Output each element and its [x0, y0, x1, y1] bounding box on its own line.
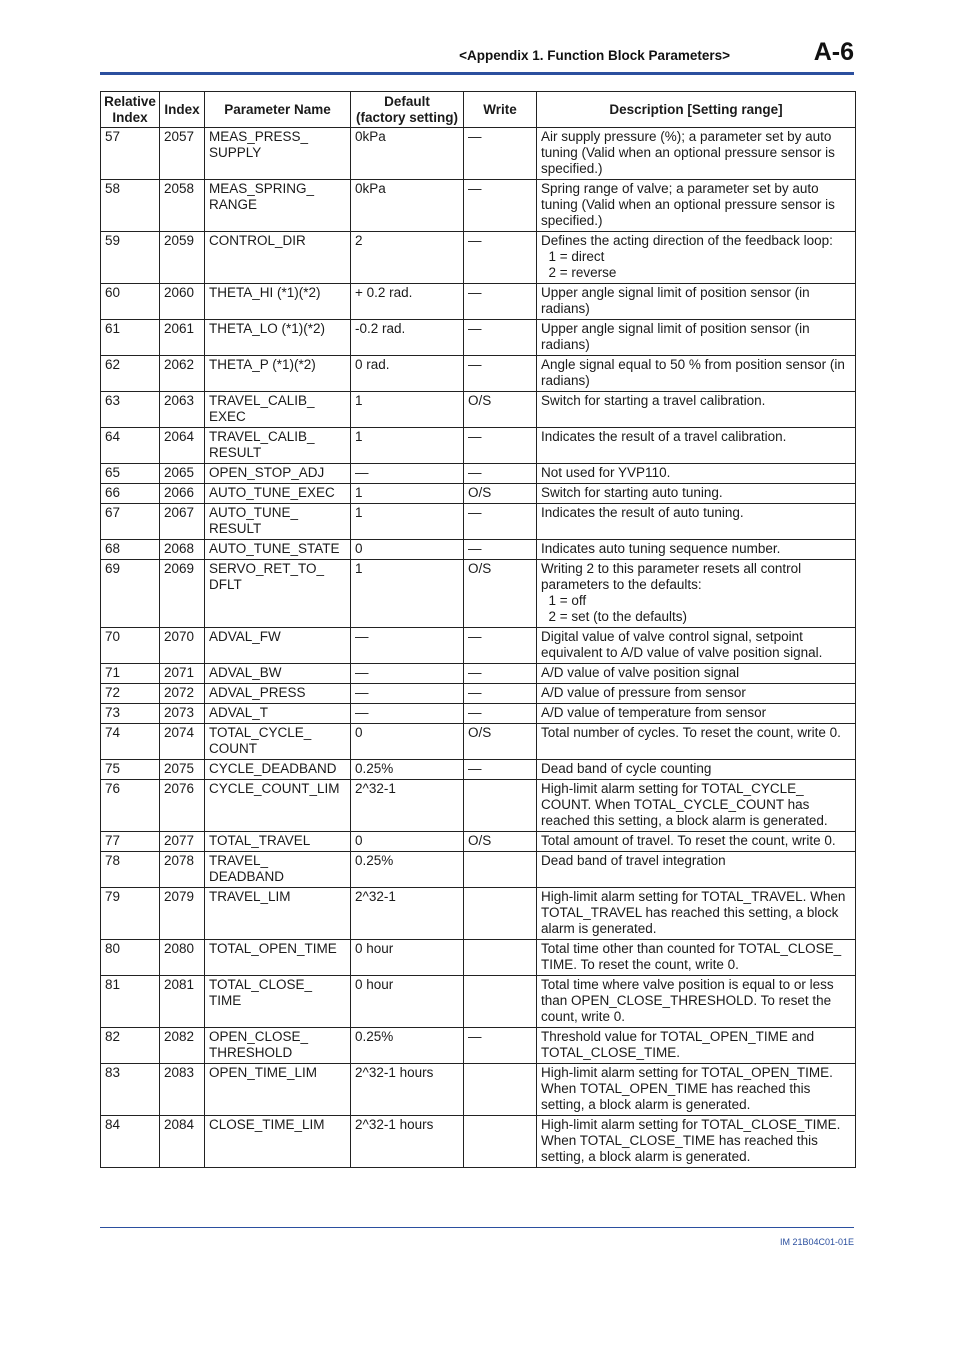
parameter-name-cell: TOTAL_CYCLE_ COUNT — [205, 724, 351, 760]
parameter-name-cell: TOTAL_OPEN_TIME — [205, 940, 351, 976]
index-cell: 2075 — [160, 760, 205, 780]
relative-index-cell: 71 — [101, 664, 160, 684]
description-cell: High-limit alarm setting for TOTAL_TRAVEL. When TOTAL_TRAVEL has reached this setting, a block alarm is generated. — [537, 888, 856, 940]
parameter-name-cell: THETA_LO (*1)(*2) — [205, 320, 351, 356]
description-cell: Upper angle signal limit of position sensor (in radians) — [537, 320, 856, 356]
default-cell: 0.25% — [351, 1028, 464, 1064]
write-cell — [464, 940, 537, 976]
table-row — [101, 356, 856, 392]
table-row — [101, 1116, 856, 1168]
relative-index-cell: 82 — [101, 1028, 160, 1064]
description-cell: Threshold value for TOTAL_OPEN_TIME and TOTAL_CLOSE_TIME. — [537, 1028, 856, 1064]
table-row — [101, 724, 856, 760]
index-cell: 2068 — [160, 540, 205, 560]
parameter-name-cell: OPEN_STOP_ADJ — [205, 464, 351, 484]
table-row — [101, 484, 856, 504]
index-cell: 2082 — [160, 1028, 205, 1064]
description-cell: High-limit alarm setting for TOTAL_OPEN_TIME. When TOTAL_OPEN_TIME has reached this setting, a block alarm is generated. — [537, 1064, 856, 1116]
column-header-parameter-name: Parameter Name — [205, 92, 351, 128]
index-cell: 2081 — [160, 976, 205, 1028]
default-cell: 1 — [351, 504, 464, 540]
table-row — [101, 504, 856, 540]
write-cell: — — [464, 464, 537, 484]
column-header-relative-index: Relative Index — [101, 92, 160, 128]
parameter-name-cell: TOTAL_TRAVEL — [205, 832, 351, 852]
write-cell: — — [464, 232, 537, 284]
description-cell: Total number of cycles. To reset the count, write 0. — [537, 724, 856, 760]
default-cell: 0.25% — [351, 760, 464, 780]
description-cell: High-limit alarm setting for TOTAL_CLOSE_TIME. When TOTAL_CLOSE_TIME has reached this setting, a block alarm is generated. — [537, 1116, 856, 1168]
relative-index-cell: 77 — [101, 832, 160, 852]
parameter-name-cell: TRAVEL_LIM — [205, 888, 351, 940]
table-row — [101, 320, 856, 356]
parameter-name-cell: OPEN_TIME_LIM — [205, 1064, 351, 1116]
default-cell: 0 — [351, 540, 464, 560]
relative-index-cell: 58 — [101, 180, 160, 232]
document-number: IM 21B04C01-01E — [779, 1237, 854, 1247]
description-cell: Writing 2 to this parameter resets all control parameters to the defaults: 1 = off 2 = set (to the defaults) — [537, 560, 856, 628]
table-row — [101, 664, 856, 684]
default-cell: -0.2 rad. — [351, 320, 464, 356]
write-cell: O/S — [464, 724, 537, 760]
index-cell: 2059 — [160, 232, 205, 284]
write-cell: — — [464, 504, 537, 540]
description-cell: Not used for YVP110. — [537, 464, 856, 484]
section-title: <Appendix 1. Function Block Parameters> — [459, 48, 730, 63]
table-row — [101, 852, 856, 888]
description-cell: Indicates the result of auto tuning. — [537, 504, 856, 540]
table-row — [101, 704, 856, 724]
index-cell: 2077 — [160, 832, 205, 852]
write-cell: O/S — [464, 392, 537, 428]
parameter-name-cell: AUTO_TUNE_ RESULT — [205, 504, 351, 540]
table-row — [101, 540, 856, 560]
relative-index-cell: 61 — [101, 320, 160, 356]
default-cell: 0.25% — [351, 852, 464, 888]
parameter-name-cell: AUTO_TUNE_STATE — [205, 540, 351, 560]
default-cell: — — [351, 704, 464, 724]
parameter-name-cell: THETA_P (*1)(*2) — [205, 356, 351, 392]
relative-index-cell: 63 — [101, 392, 160, 428]
write-cell — [464, 1116, 537, 1168]
index-cell: 2072 — [160, 684, 205, 704]
write-cell: — — [464, 356, 537, 392]
index-cell: 2060 — [160, 284, 205, 320]
table-row — [101, 560, 856, 628]
page-number: A-6 — [813, 38, 854, 66]
write-cell: O/S — [464, 832, 537, 852]
footer-divider — [100, 1227, 854, 1228]
description-cell: Total time other than counted for TOTAL_CLOSE_ TIME. To reset the count, write 0. — [537, 940, 856, 976]
default-cell: 0 — [351, 832, 464, 852]
relative-index-cell: 57 — [101, 128, 160, 180]
index-cell: 2061 — [160, 320, 205, 356]
table-row — [101, 464, 856, 484]
parameter-name-cell: TRAVEL_CALIB_ RESULT — [205, 428, 351, 464]
table-row — [101, 180, 856, 232]
relative-index-cell: 79 — [101, 888, 160, 940]
write-cell — [464, 780, 537, 832]
parameter-name-cell: MEAS_SPRING_ RANGE — [205, 180, 351, 232]
table-row — [101, 428, 856, 464]
index-cell: 2062 — [160, 356, 205, 392]
relative-index-cell: 83 — [101, 1064, 160, 1116]
description-cell: Upper angle signal limit of position sensor (in radians) — [537, 284, 856, 320]
index-cell: 2067 — [160, 504, 205, 540]
description-cell: A/D value of valve position signal — [537, 664, 856, 684]
index-cell: 2078 — [160, 852, 205, 888]
parameter-name-cell: TOTAL_CLOSE_ TIME — [205, 976, 351, 1028]
relative-index-cell: 74 — [101, 724, 160, 760]
default-cell: 1 — [351, 560, 464, 628]
table-row — [101, 684, 856, 704]
table-row — [101, 628, 856, 664]
relative-index-cell: 69 — [101, 560, 160, 628]
table-body — [101, 128, 856, 1168]
relative-index-cell: 78 — [101, 852, 160, 888]
parameter-name-cell: THETA_HI (*1)(*2) — [205, 284, 351, 320]
table-header-row — [101, 92, 856, 128]
index-cell: 2063 — [160, 392, 205, 428]
default-cell: 0kPa — [351, 128, 464, 180]
description-cell: A/D value of temperature from sensor — [537, 704, 856, 724]
description-cell: Indicates auto tuning sequence number. — [537, 540, 856, 560]
table-row — [101, 1028, 856, 1064]
parameter-name-cell: OPEN_CLOSE_ THRESHOLD — [205, 1028, 351, 1064]
parameter-name-cell: CYCLE_COUNT_LIM — [205, 780, 351, 832]
index-cell: 2065 — [160, 464, 205, 484]
relative-index-cell: 60 — [101, 284, 160, 320]
default-cell: + 0.2 rad. — [351, 284, 464, 320]
index-cell: 2083 — [160, 1064, 205, 1116]
relative-index-cell: 73 — [101, 704, 160, 724]
parameter-name-cell: ADVAL_PRESS — [205, 684, 351, 704]
parameter-name-cell: MEAS_PRESS_ SUPPLY — [205, 128, 351, 180]
write-cell: O/S — [464, 560, 537, 628]
write-cell: — — [464, 284, 537, 320]
default-cell: — — [351, 684, 464, 704]
parameter-table — [100, 91, 856, 1168]
description-cell: Total amount of travel. To reset the count, write 0. — [537, 832, 856, 852]
table-row — [101, 1064, 856, 1116]
default-cell: 2 — [351, 232, 464, 284]
default-cell: 1 — [351, 484, 464, 504]
index-cell: 2064 — [160, 428, 205, 464]
write-cell: — — [464, 628, 537, 664]
write-cell — [464, 888, 537, 940]
default-cell: 2^32-1 hours — [351, 1064, 464, 1116]
default-cell: 0 rad. — [351, 356, 464, 392]
relative-index-cell: 64 — [101, 428, 160, 464]
parameter-name-cell: CLOSE_TIME_LIM — [205, 1116, 351, 1168]
column-header-description: Description [Setting range] — [537, 92, 856, 128]
index-cell: 2084 — [160, 1116, 205, 1168]
description-cell: A/D value of pressure from sensor — [537, 684, 856, 704]
column-header-index: Index — [160, 92, 205, 128]
default-cell: 2^32-1 — [351, 780, 464, 832]
column-header-write: Write — [464, 92, 537, 128]
write-cell — [464, 976, 537, 1028]
default-cell: 1 — [351, 392, 464, 428]
index-cell: 2079 — [160, 888, 205, 940]
parameter-name-cell: TRAVEL_CALIB_ EXEC — [205, 392, 351, 428]
table-row — [101, 392, 856, 428]
parameter-name-cell: ADVAL_T — [205, 704, 351, 724]
relative-index-cell: 62 — [101, 356, 160, 392]
index-cell: 2076 — [160, 780, 205, 832]
write-cell: O/S — [464, 484, 537, 504]
description-cell: Angle signal equal to 50 % from position sensor (in radians) — [537, 356, 856, 392]
index-cell: 2080 — [160, 940, 205, 976]
write-cell: — — [464, 428, 537, 464]
table-row — [101, 888, 856, 940]
description-cell: Dead band of cycle counting — [537, 760, 856, 780]
table-row — [101, 940, 856, 976]
relative-index-cell: 75 — [101, 760, 160, 780]
default-cell: — — [351, 664, 464, 684]
table-row — [101, 760, 856, 780]
index-cell: 2057 — [160, 128, 205, 180]
default-cell: 0 — [351, 724, 464, 760]
description-cell: Switch for starting auto tuning. — [537, 484, 856, 504]
relative-index-cell: 59 — [101, 232, 160, 284]
index-cell: 2071 — [160, 664, 205, 684]
parameter-name-cell: ADVAL_FW — [205, 628, 351, 664]
table-row — [101, 284, 856, 320]
default-cell: 0 hour — [351, 940, 464, 976]
write-cell: — — [464, 684, 537, 704]
index-cell: 2070 — [160, 628, 205, 664]
default-cell: 1 — [351, 428, 464, 464]
default-cell: 0kPa — [351, 180, 464, 232]
description-cell: Digital value of valve control signal, setpoint equivalent to A/D value of valve position signal. — [537, 628, 856, 664]
write-cell: — — [464, 1028, 537, 1064]
default-cell: — — [351, 628, 464, 664]
parameter-name-cell: TRAVEL_ DEADBAND — [205, 852, 351, 888]
description-cell: Spring range of valve; a parameter set by auto tuning (Valid when an optional pressure sensor is specified.) — [537, 180, 856, 232]
table-row — [101, 780, 856, 832]
relative-index-cell: 84 — [101, 1116, 160, 1168]
write-cell: — — [464, 664, 537, 684]
write-cell: — — [464, 540, 537, 560]
index-cell: 2058 — [160, 180, 205, 232]
index-cell: 2066 — [160, 484, 205, 504]
write-cell: — — [464, 760, 537, 780]
default-cell: 0 hour — [351, 976, 464, 1028]
index-cell: 2073 — [160, 704, 205, 724]
relative-index-cell: 70 — [101, 628, 160, 664]
header-divider — [100, 72, 854, 75]
parameter-name-cell: CONTROL_DIR — [205, 232, 351, 284]
parameter-name-cell: ADVAL_BW — [205, 664, 351, 684]
write-cell: — — [464, 320, 537, 356]
table-row — [101, 128, 856, 180]
default-cell: 2^32-1 — [351, 888, 464, 940]
table-row — [101, 232, 856, 284]
index-cell: 2069 — [160, 560, 205, 628]
description-cell: Switch for starting a travel calibration. — [537, 392, 856, 428]
write-cell: — — [464, 180, 537, 232]
relative-index-cell: 72 — [101, 684, 160, 704]
relative-index-cell: 67 — [101, 504, 160, 540]
write-cell: — — [464, 128, 537, 180]
description-cell: Total time where valve position is equal to or less than OPEN_CLOSE_THRESHOLD. To reset the count, write 0. — [537, 976, 856, 1028]
relative-index-cell: 66 — [101, 484, 160, 504]
write-cell — [464, 852, 537, 888]
relative-index-cell: 81 — [101, 976, 160, 1028]
description-cell: Defines the acting direction of the feedback loop: 1 = direct 2 = reverse — [537, 232, 856, 284]
parameter-name-cell: SERVO_RET_TO_ DFLT — [205, 560, 351, 628]
table-row — [101, 976, 856, 1028]
relative-index-cell: 65 — [101, 464, 160, 484]
parameter-name-cell: AUTO_TUNE_EXEC — [205, 484, 351, 504]
parameter-name-cell: CYCLE_DEADBAND — [205, 760, 351, 780]
relative-index-cell: 76 — [101, 780, 160, 832]
description-cell: Indicates the result of a travel calibration. — [537, 428, 856, 464]
index-cell: 2074 — [160, 724, 205, 760]
table-row — [101, 832, 856, 852]
default-cell: 2^32-1 hours — [351, 1116, 464, 1168]
relative-index-cell: 80 — [101, 940, 160, 976]
description-cell: Dead band of travel integration — [537, 852, 856, 888]
description-cell: High-limit alarm setting for TOTAL_CYCLE_ COUNT. When TOTAL_CYCLE_COUNT has reached this setting, a block alarm is generated. — [537, 780, 856, 832]
relative-index-cell: 68 — [101, 540, 160, 560]
column-header-default: Default (factory setting) — [351, 92, 464, 128]
write-cell — [464, 1064, 537, 1116]
write-cell: — — [464, 704, 537, 724]
description-cell: Air supply pressure (%); a parameter set by auto tuning (Valid when an optional pressure sensor is specified.) — [537, 128, 856, 180]
default-cell: — — [351, 464, 464, 484]
